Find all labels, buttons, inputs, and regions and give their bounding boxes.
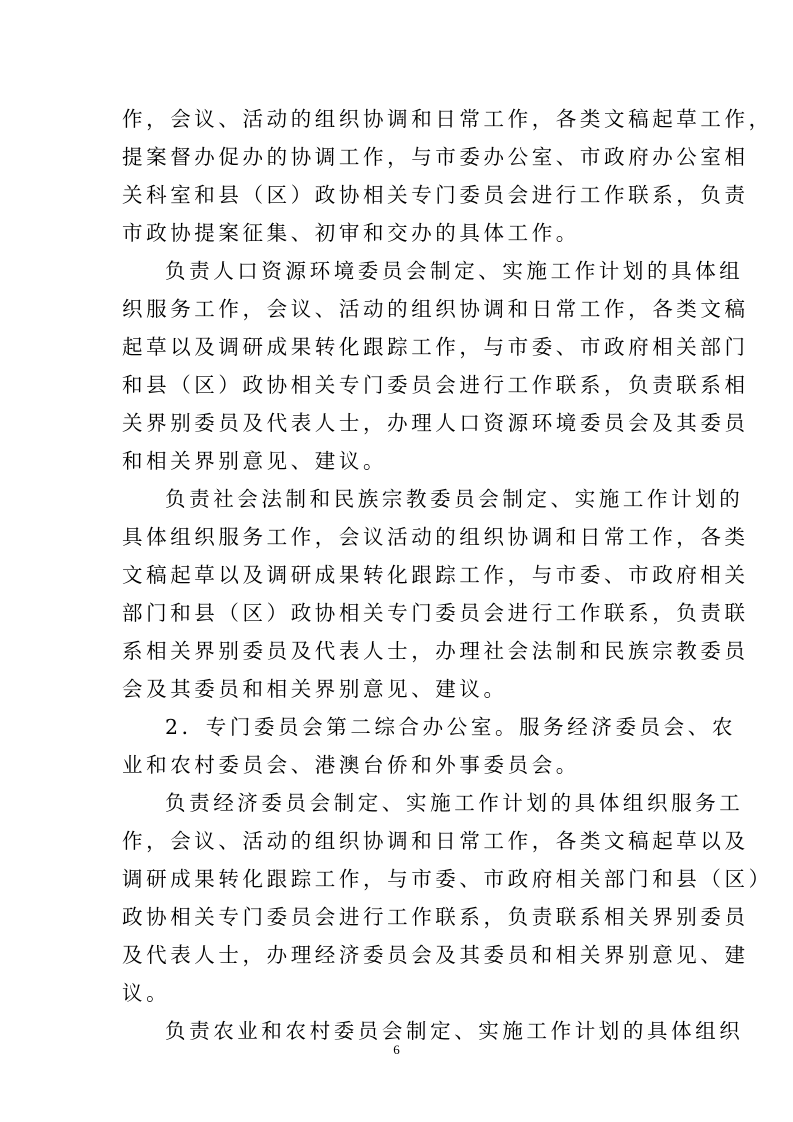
text-line: 政协相关专门委员会进行工作联系，负责联系相关界别委员 [122,905,749,929]
text-line: 部门和县（区）政协相关专门委员会进行工作联系，负责联 [122,601,749,625]
text-line: 文稿起草以及调研成果转化跟踪工作，与市委、市政府相关 [122,563,749,587]
text-line: 及代表人士，办理经济委员会及其委员和相关界别意见、建 [122,943,749,967]
text-line: 具体组织服务工作，会议活动的组织协调和日常工作，各类 [122,525,749,549]
text-line: 负责农业和农村委员会制定、实施工作计划的具体组织 [165,1019,744,1043]
text-line: 议。 [122,981,171,1005]
text-line: 会及其委员和相关界别意见、建议。 [122,677,508,701]
text-line: 负责人口资源环境委员会制定、实施工作计划的具体组 [165,259,744,283]
text-line: 起草以及调研成果转化跟踪工作，与市委、市政府相关部门 [122,335,749,359]
text-line: 作，会议、活动的组织协调和日常工作，各类文稿起草工作， [122,107,773,131]
text-line: 系相关界别委员及代表人士，办理社会法制和民族宗教委员 [122,639,749,663]
section-heading: 2．专门委员会第二综合办公室。服务经济委员会、农 [165,715,736,739]
text-line: 关界别委员及代表人士，办理人口资源环境委员会及其委员 [122,411,749,435]
text-line: 市政协提案征集、初审和交办的具体工作。 [122,221,580,245]
text-line: 负责经济委员会制定、实施工作计划的具体组织服务工 [165,791,744,815]
text-line: 和相关界别意见、建议。 [122,449,388,473]
text-line: 织服务工作，会议、活动的组织协调和日常工作，各类文稿 [122,297,749,321]
text-line: 负责社会法制和民族宗教委员会制定、实施工作计划的 [165,487,744,511]
text-line: 和县（区）政协相关专门委员会进行工作联系，负责联系相 [122,373,749,397]
text-line: 调研成果转化跟踪工作，与市委、市政府相关部门和县（区） [122,867,773,891]
text-line: 业和农村委员会、港澳台侨和外事委员会。 [122,753,580,777]
text-line: 关科室和县（区）政协相关专门委员会进行工作联系，负责 [122,183,749,207]
page-number: 6 [393,1042,400,1057]
text-line: 作，会议、活动的组织协调和日常工作，各类文稿起草以及 [122,829,749,853]
text-line: 提案督办促办的协调工作，与市委办公室、市政府办公室相 [122,145,749,169]
